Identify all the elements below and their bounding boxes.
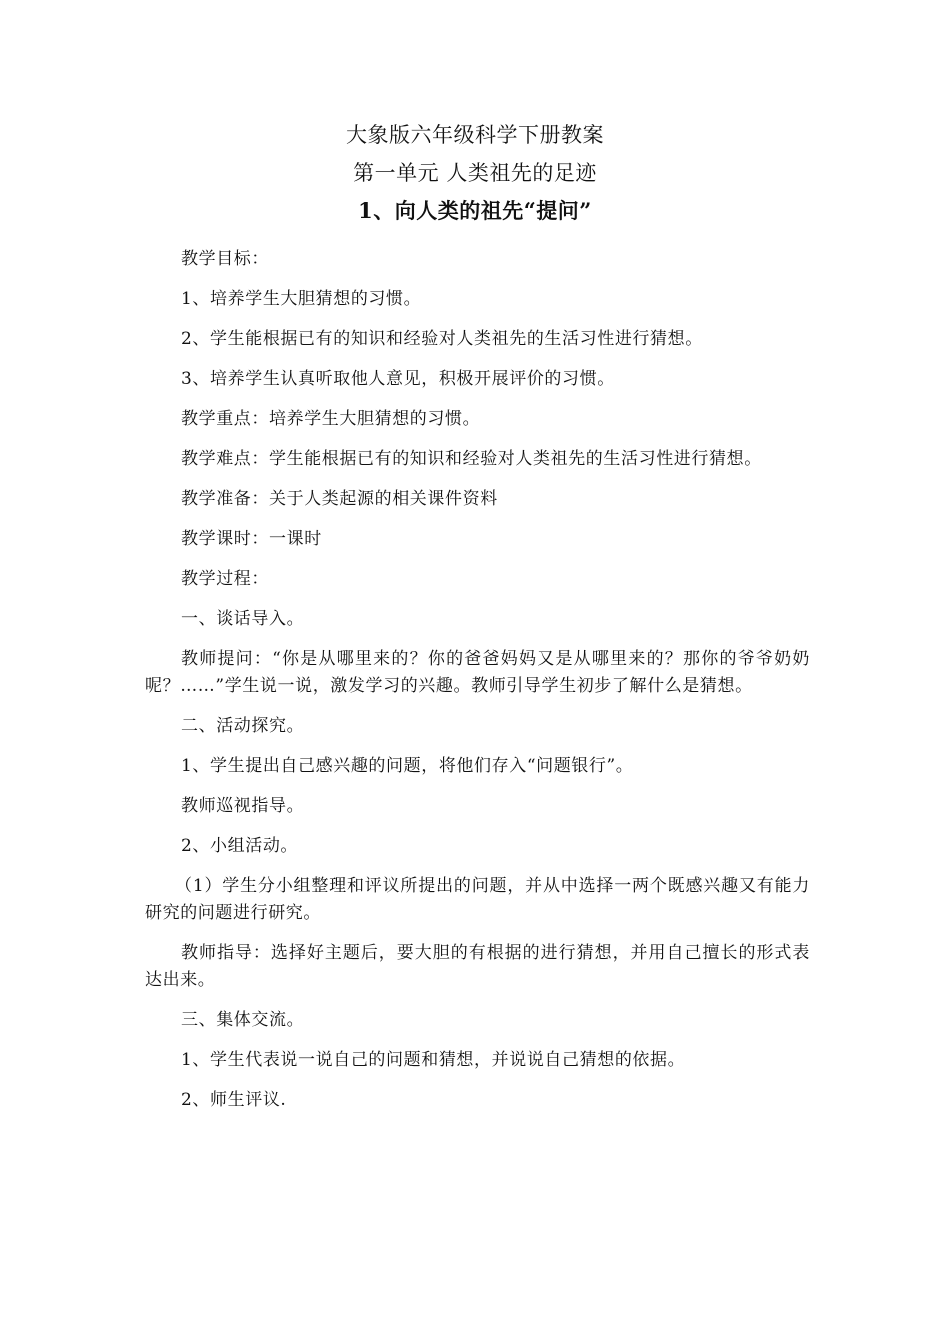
paragraph: （1）学生分小组整理和评议所提出的问题，并从中选择一两个既感兴趣又有能力研究的问题进行研究。 bbox=[145, 876, 810, 923]
paragraph: 1、学生提出自己感兴趣的问题，将他们存入“问题银行”。 bbox=[181, 756, 634, 776]
goal-item: 3、培养学生认真听取他人意见，积极开展评价的习惯。 bbox=[181, 369, 615, 389]
section-heading-process: 教学过程： bbox=[181, 569, 269, 589]
paragraph: 1、学生代表说一说自己的问题和猜想，并说说自己猜想的依据。 bbox=[181, 1050, 686, 1070]
step-heading: 二、活动探究。 bbox=[181, 716, 305, 736]
paragraph: 教师指导：选择好主题后，要大胆的有根据的进行猜想，并用自己擅长的形式表达出来。 bbox=[145, 943, 810, 990]
step-heading: 三、集体交流。 bbox=[181, 1010, 305, 1030]
paragraph: 教师巡视指导。 bbox=[181, 796, 305, 816]
title-block bbox=[0, 116, 950, 230]
paragraph: 2、师生评议. bbox=[181, 1090, 287, 1110]
key-point: 教学重点：培养学生大胆猜想的习惯。 bbox=[181, 409, 481, 429]
goal-item: 1、培养学生大胆猜想的习惯。 bbox=[181, 289, 422, 309]
goal-item: 2、学生能根据已有的知识和经验对人类祖先的生活习性进行猜想。 bbox=[181, 329, 703, 349]
paragraph: 2、小组活动。 bbox=[181, 836, 299, 856]
paragraph: 教师提问：“你是从哪里来的？你的爸爸妈妈又是从哪里来的？那你的爷爷奶奶呢？……”学生说一说，激发学习的兴趣。教师引导学生初步了解什么是猜想。 bbox=[145, 649, 810, 696]
section-heading-goals: 教学目标： bbox=[181, 249, 269, 269]
preparation: 教学准备：关于人类起源的相关课件资料 bbox=[181, 489, 498, 509]
class-hours: 教学课时：一课时 bbox=[181, 529, 322, 549]
difficult-point: 教学难点：学生能根据已有的知识和经验对人类祖先的生活习性进行猜想。 bbox=[181, 449, 762, 469]
unit-title: 第一单元 人类祖先的足迹 bbox=[353, 161, 597, 185]
document-body bbox=[145, 246, 810, 1127]
lesson-title: 1、向人类的祖先“提问” bbox=[358, 198, 592, 223]
document-title: 大象版六年级科学下册教案 bbox=[346, 123, 604, 147]
step-heading: 一、谈话导入。 bbox=[181, 609, 305, 629]
